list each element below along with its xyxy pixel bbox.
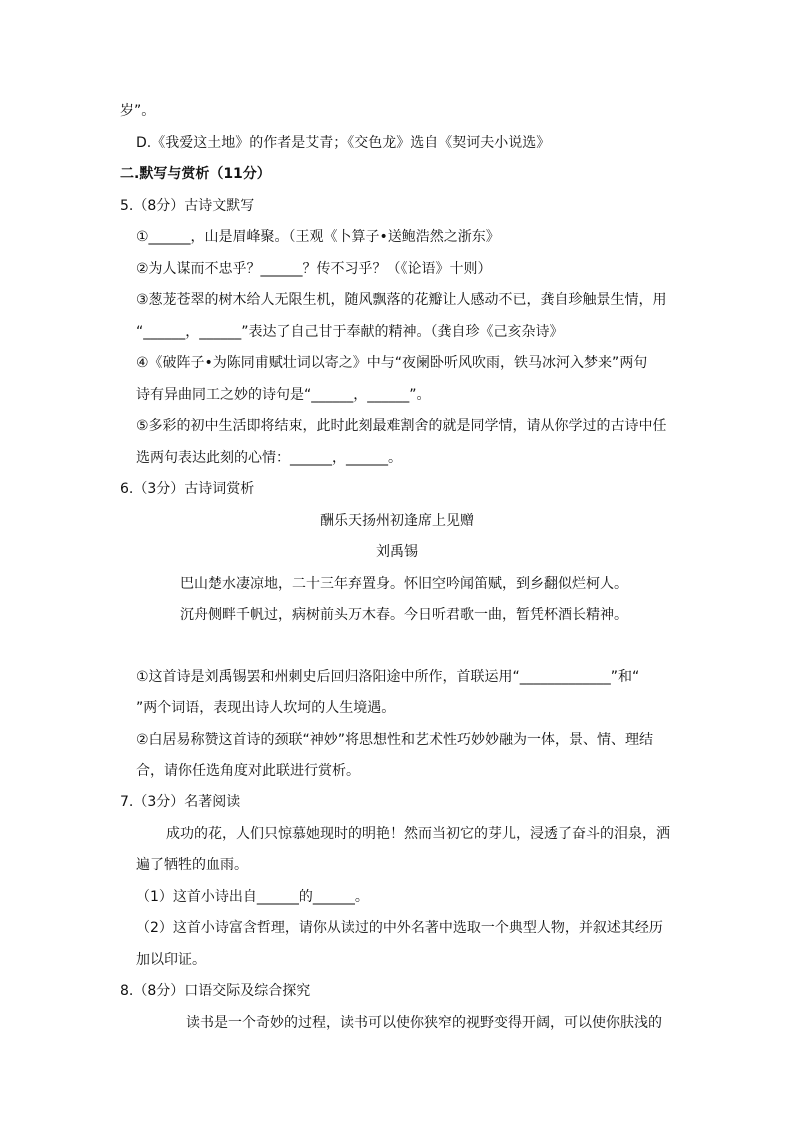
q5-item-4-cont: 诗有异曲同工之妙的诗句是“______，______”。 [136,387,431,403]
q5-item-5-cont: 选两句表达此刻的心情：______，______。 [136,450,402,466]
q5-item-2: ②为人谋而不忠乎？______？传不习乎？（《论语》十则） [136,261,492,277]
question-7-heading: 7.（3分）名著阅读 [120,794,241,810]
q6-item-1-cont: ”两个词语，表现出诗人坎坷的人生境遇。 [136,700,396,716]
poem-line: 巴山楚水凄凉地，二十三年弃置身。怀旧空吟闻笛赋，到乡翻似烂柯人。 [180,576,628,592]
q5-item-3-cont: “______，______”表达了自己甘于奉献的精神。（龚自珍《己亥杂诗》 [136,324,564,340]
text-line: 岁”。 [120,103,156,119]
q5-item-3: ③葱茏苍翠的树木给人无限生机，随风飘落的花瓣让人感动不已，龚自珍触景生情，用 [136,292,667,308]
poem-line: 沉舟侧畔千帆过，病树前头万木春。今日听君歌一曲，暂凭杯酒长精神。 [180,607,628,623]
question-6-heading: 6.（3分）古诗词赏析 [120,481,255,497]
q6-item-1: ①这首诗是刘禹锡罢和州刺史后回归洛阳途中所作，首联运用“_____________”和“ [136,669,640,685]
poem-title: 酬乐天扬州初逢席上见赠 [320,513,474,529]
q7-item-2-cont: 加以印证。 [136,952,206,968]
q7-passage-cont: 遍了牺牲的血雨。 [136,857,248,873]
q5-item-5: ⑤多彩的初中生活即将结束，此时此刻最难割舍的就是同学情，请从你学过的古诗中任 [136,418,667,434]
q8-passage: 读书是一个奇妙的过程，读书可以使你狭窄的视野变得开阔，可以使你肤浅的 [186,1015,662,1031]
q7-item-2: （2）这首小诗富含哲理，请你从读过的中外名著中选取一个典型人物，并叙述其经历 [136,920,663,936]
poem-author: 刘禹锡 [376,544,418,560]
question-5-heading: 5.（8分）古诗文默写 [120,198,255,214]
section-title: 二.默写与赏析（11分） [120,166,271,182]
q6-item-2: ②白居易称赞这首诗的颈联“神妙”将思想性和艺术性巧妙妙融为一体，景、情、理结 [136,732,654,748]
q6-item-2-cont: 合，请你任选角度对此联进行赏析。 [136,763,360,779]
option-d: D.《我爱这土地》的作者是艾青；《交色龙》选自《契诃夫小说选》 [136,135,551,151]
q5-item-4: ④《破阵子•为陈同甫赋壮词以寄之》中与“夜阑卧听风吹雨，铁马冰河入梦来”两句 [136,355,648,371]
q5-item-1: ①______，山是眉峰聚。（王观《卜算子•送鲍浩然之浙东》 [136,229,500,245]
question-8-heading: 8.（8分）口语交际及综合探究 [120,983,311,999]
q7-item-1: （1）这首小诗出自______的______。 [136,889,369,905]
q7-passage: 成功的花，人们只惊慕她现时的明艳！然而当初它的芽儿，浸透了奋斗的泪泉，洒 [166,826,670,842]
